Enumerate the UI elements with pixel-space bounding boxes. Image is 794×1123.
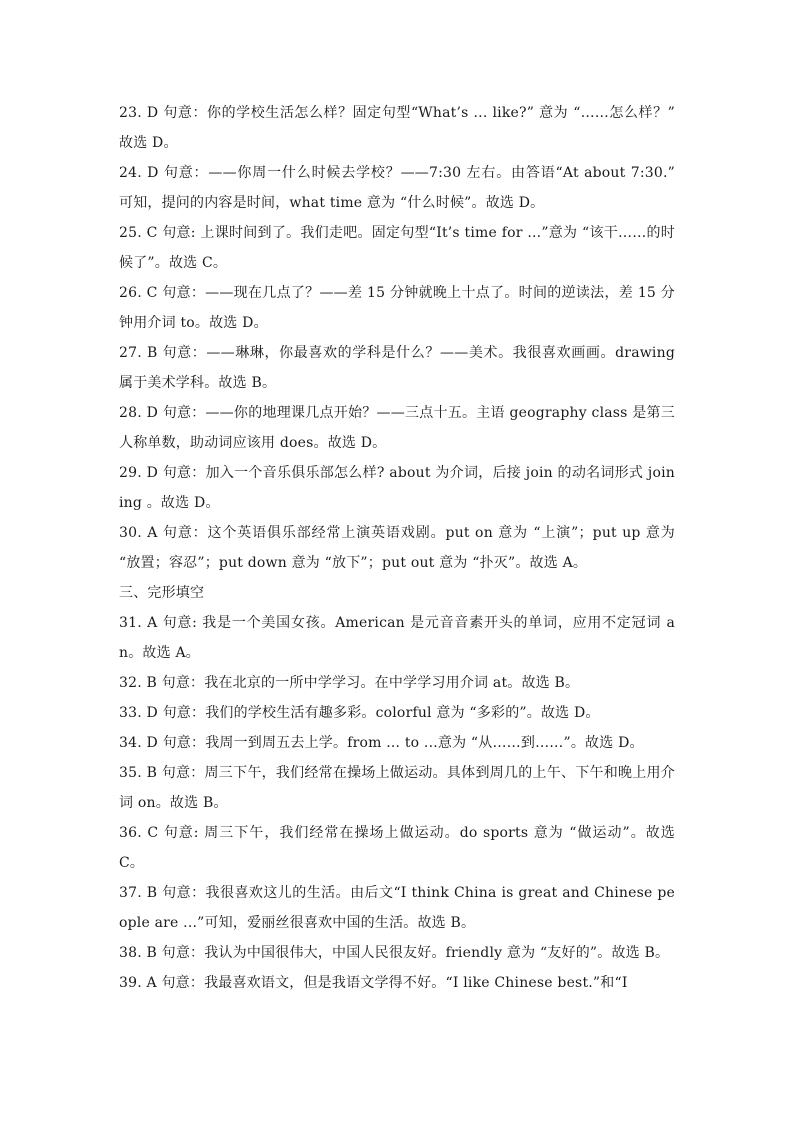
answer-23: 23. D 句意：你的学校生活怎么样？固定句型“What’s ... like?” 意为 “……怎么样？” 故选 D。 bbox=[119, 105, 675, 151]
answer-33: 33. D 句意：我们的学校生活有趣多彩。colorful 意为 “多彩的”。故选 D。 bbox=[119, 705, 600, 721]
answer-27: 27. B 句意：——琳琳，你最喜欢的学科是什么？——美术。我很喜欢画画。drawing 属于美术学科。故选 B。 bbox=[119, 345, 675, 391]
answer-29: 29. D 句意：加入一个音乐俱乐部怎么样? about 为介词，后接 join 的动名词形式 joining 。故选 D。 bbox=[119, 465, 675, 511]
answer-34: 34. D 句意：我周一到周五去上学。from ... to ...意为 “从……到……”。故选 D。 bbox=[119, 735, 644, 751]
answer-35: 35. B 句意：周三下午，我们经常在操场上做运动。具体到周几的上午、下午和晚上用介词 on。故选 B。 bbox=[119, 765, 675, 811]
answer-31: 31. A 句意: 我是一个美国女孩。American 是元音音素开头的单词，应用不定冠词 an。故选 A。 bbox=[119, 615, 675, 661]
answer-30: 30. A 句意：这个英语俱乐部经常上演英语戏剧。put on 意为 “上演”；put up 意为 “放置；容忍”；put down 意为 “放下”；put out 意为 “扑灭”。故选 A。 bbox=[119, 525, 675, 571]
answer-25: 25. C 句意: 上课时间到了。我们走吧。固定句型“It’s time for ...”意为 “该干……的时候了”。故选 C。 bbox=[119, 225, 675, 271]
answer-26: 26. C 句意：——现在几点了？——差 15 分钟就晚上十点了。时间的逆读法，差 15 分钟用介词 to。故选 D。 bbox=[119, 285, 675, 331]
answer-39: 39. A 句意：我最喜欢语文，但是我语文学得不好。“I like Chinese best.”和“I bbox=[119, 975, 628, 991]
section-heading-cloze: 三、完形填空 bbox=[119, 585, 205, 601]
answer-36: 36. C 句意: 周三下午，我们经常在操场上做运动。do sports 意为 “做运动”。故选 C。 bbox=[119, 825, 675, 871]
answer-28: 28. D 句意：——你的地理课几点开始？——三点十五。主语 geography class 是第三人称单数，助动词应该用 does。故选 D。 bbox=[119, 405, 675, 451]
answer-24: 24. D 句意：——你周一什么时候去学校？——7:30 左右。由答语“At about 7:30.” 可知，提问的内容是时间，what time 意为 “什么时候”。故选 D。 bbox=[119, 165, 675, 211]
answer-38: 38. B 句意：我认为中国很伟大，中国人民很友好。friendly 意为 “友好的”。故选 B。 bbox=[119, 945, 670, 961]
answer-37: 37. B 句意：我很喜欢这儿的生活。由后文“I think China is great and Chinese people are ...”可知，爱丽丝很喜欢中国的生活。故选 B。 bbox=[119, 885, 675, 931]
answer-32: 32. B 句意：我在北京的一所中学学习。在中学学习用介词 at。故选 B。 bbox=[119, 675, 580, 691]
document-body bbox=[119, 98, 675, 998]
